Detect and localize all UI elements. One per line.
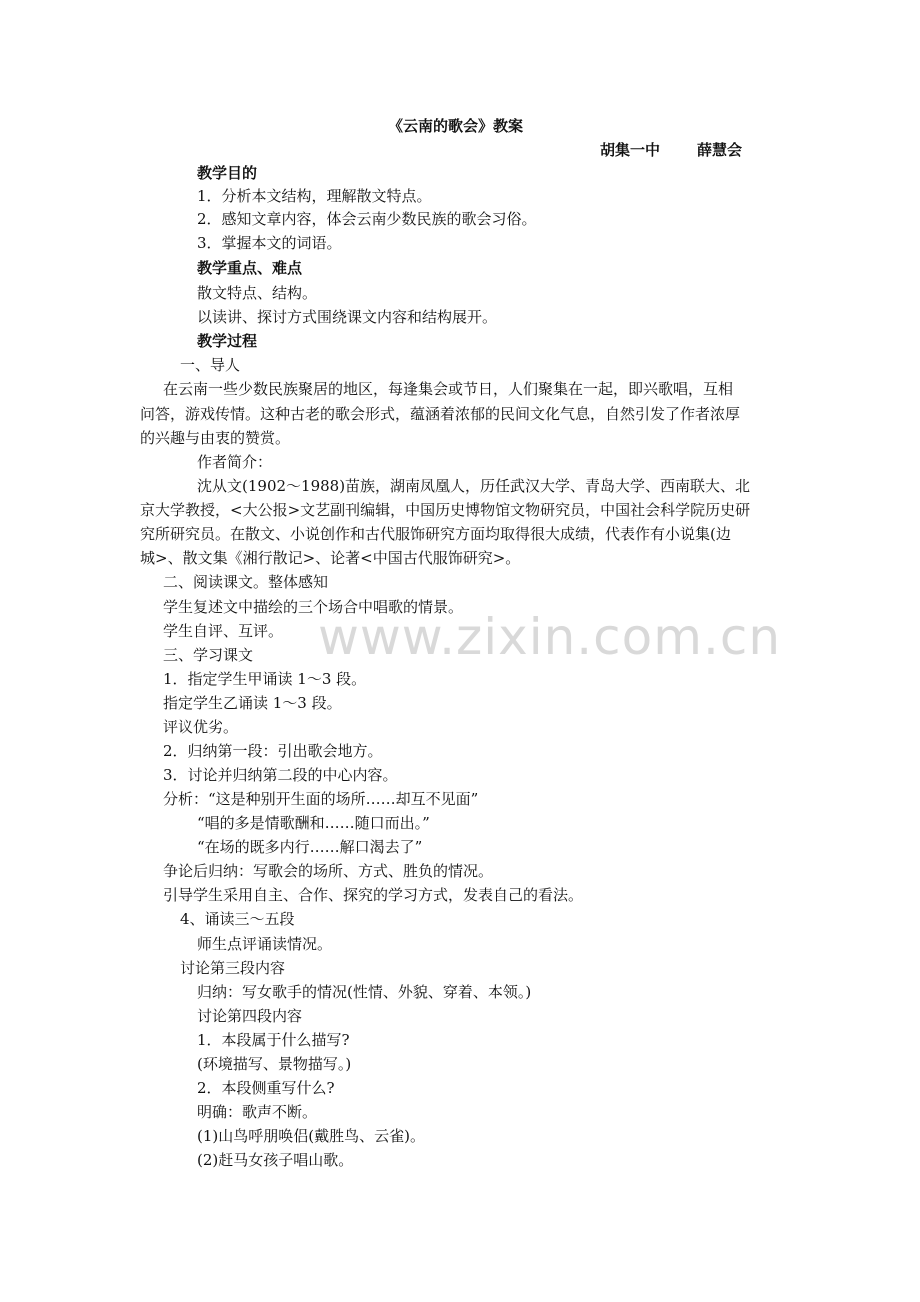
- text-line: 城>、散文集《湘行散记>、论著<中国古代服饰研究>。: [140, 549, 521, 567]
- text-line: 评议优劣。: [163, 718, 239, 736]
- text-line: 一、导人: [180, 356, 241, 374]
- text-line: (环境描写、景物描写。): [197, 1055, 352, 1073]
- text-line: “在场的既多内行……解口渴去了”: [197, 838, 423, 856]
- text-line: 究所研究员。在散文、小说创作和古代服饰研究方面均取得很大成绩，代表作有小说集(边: [140, 525, 731, 543]
- text-line: 问答，游戏传情。这种古老的歌会形式，蕴涵着浓郁的民间文化气息，自然引发了作者浓厚: [140, 405, 741, 423]
- watermark: www.zixin.com.cn: [318, 608, 782, 666]
- text-line: 沈从文(1902～1988)苗族，湖南凤凰人，历任武汉大学、青岛大学、西南联大、北: [197, 477, 751, 495]
- text-line: 明确：歌声不断。: [197, 1103, 318, 1121]
- text-line: 2．归纳第一段：引出歌会地方。: [163, 742, 383, 760]
- doc-title: 《云南的歌会》教案: [388, 117, 524, 135]
- text-line: (1)山鸟呼朋唤侣(戴胜鸟、云雀)。: [197, 1127, 425, 1145]
- section-heading: 教学目的: [197, 164, 258, 182]
- text-line: 1．本段属于什么描写?: [197, 1031, 350, 1049]
- text-line: 散文特点、结构。: [197, 284, 318, 302]
- text-line: (2)赶马女孩子唱山歌。: [197, 1151, 354, 1169]
- text-line: 学生复述文中描绘的三个场合中唱歌的情景。: [163, 598, 464, 616]
- text-line: 二、阅读课文。整体感知: [163, 573, 329, 591]
- section-heading: 教学重点、难点: [197, 259, 303, 277]
- text-line: 以读讲、探讨方式围绕课文内容和结构展开。: [197, 308, 498, 326]
- text-line: 引导学生采用自主、合作、探究的学习方式，发表自己的看法。: [163, 886, 584, 904]
- text-line: 3．掌握本文的词语。: [197, 234, 342, 252]
- text-line: 学生自评、互评。: [163, 622, 284, 640]
- byline-author: 薛慧会: [697, 141, 743, 159]
- text-line: 的兴趣与由衷的赞赏。: [140, 429, 291, 447]
- text-line: 指定学生乙诵读 1～3 段。: [163, 694, 342, 712]
- text-line: 1．分析本文结构，理解散文特点。: [197, 187, 432, 205]
- text-line: 师生点评诵读情况。: [197, 935, 333, 953]
- text-line: “唱的多是情歌酬和……随口而出。”: [197, 814, 430, 832]
- text-line: 分析：“这是种别开生面的场所……却互不见面”: [163, 790, 479, 808]
- text-line: 2．本段侧重写什么?: [197, 1079, 335, 1097]
- text-line: 4、诵读三～五段: [180, 910, 295, 928]
- text-line: 在云南一些少数民族聚居的地区，每逢集会或节日，人们聚集在一起，即兴歌唱，互相: [163, 380, 734, 398]
- text-line: 作者简介：: [197, 453, 273, 471]
- text-line: 1．指定学生甲诵读 1～3 段。: [163, 670, 367, 688]
- text-line: 三、学习课文: [163, 646, 254, 664]
- text-line: 2．感知文章内容，体会云南少数民族的歌会习俗。: [197, 210, 537, 228]
- section-heading: 教学过程: [197, 332, 258, 350]
- text-line: 讨论第四段内容: [197, 1007, 303, 1025]
- text-line: 争论后归纳：写歌会的场所、方式、胜负的情况。: [163, 862, 494, 880]
- text-line: 京大学教授，<大公报>文艺副刊编辑，中国历史博物馆文物研究员，中国社会科学院历史研: [140, 501, 751, 519]
- byline-school: 胡集一中: [600, 141, 661, 159]
- text-line: 讨论第三段内容: [180, 959, 286, 977]
- text-line: 3．讨论并归纳第二段的中心内容。: [163, 766, 398, 784]
- text-line: 归纳：写女歌手的情况(性情、外貌、穿着、本领。): [197, 983, 532, 1001]
